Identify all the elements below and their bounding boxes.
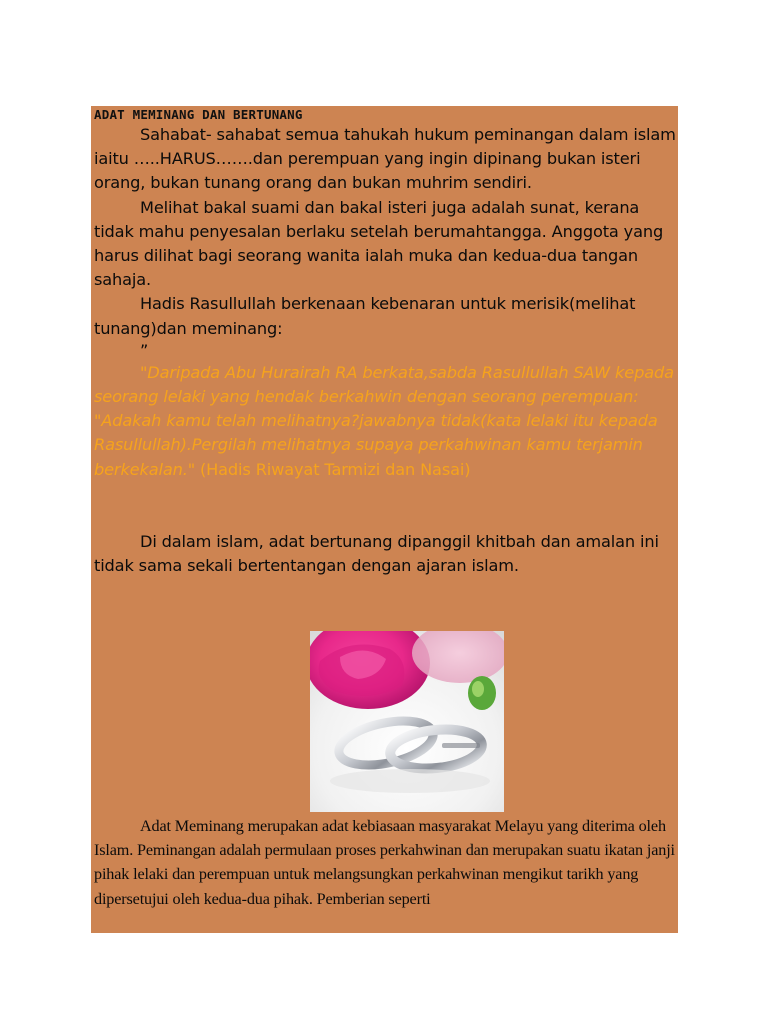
paragraph-melihat-bakal: Melihat bakal suami dan bakal isteri juga adalah sunat, kerana tidak mahu penyesalan berlaku setelah berumahtangga. Anggota yang harus dilihat bagi seorang wanita ialah muka dan kedua-dua tangan sahaja. — [94, 197, 664, 290]
paragraph-adat-meminang: Adat Meminang merupakan adat kebiasaan masyarakat Melayu yang diterima oleh Islam. Peminangan adalah permulaan proses perkahwinan dan merupakan suatu ikatan janji pihak lelaki dan perempuan untuk melangsungkan perkahwinan mengikut tarikh yang dipersetujui oleh kedua-dua pihak. Pemberian seperti — [94, 817, 675, 908]
quote-mark: ” — [140, 340, 149, 360]
document-title: ADAT MEMINANG DAN BERTUNANG — [94, 107, 303, 122]
hadith-quote — [94, 361, 676, 482]
content-body — [94, 106, 676, 578]
paragraph-hukum-peminangan: Sahabat- sahabat semua tahukah hukum peminangan dalam islam iaitu …..HARUS…….dan perempuan yang ingin dipinang bukan isteri orang, bukan tunang orang dan bukan muhrim sendiri. — [94, 125, 676, 193]
rose-and-rings-icon — [310, 631, 504, 812]
content-body-lower — [94, 814, 676, 911]
paragraph-hadis-intro: Hadis Rasullullah berkenaan kebenaran untuk merisik(melihat tunang)dan meminang: — [94, 294, 636, 338]
rose-and-rings-photo — [310, 631, 504, 812]
hadith-source: (Hadis Riwayat Tarmizi dan Nasai) — [194, 459, 471, 479]
content-panel — [91, 106, 678, 933]
spacer — [94, 482, 676, 530]
hadith-text: "Daripada Abu Hurairah RA berkata,sabda Rasullullah SAW kepada seorang lelaki yang hendak berkahwin dengan seorang perempuan: "Adakah kamu telah melihatnya?jawabnya tidak(kata lelaki itu kepada Rasullullah).Pergilah melihatnya supaya perkahwinan kamu terjamin berkekalan." — [94, 362, 674, 479]
paragraph-khitbah: Di dalam islam, adat bertunang dipanggil khitbah dan amalan ini tidak sama sekali bertentangan dengan ajaran islam. — [94, 531, 659, 576]
